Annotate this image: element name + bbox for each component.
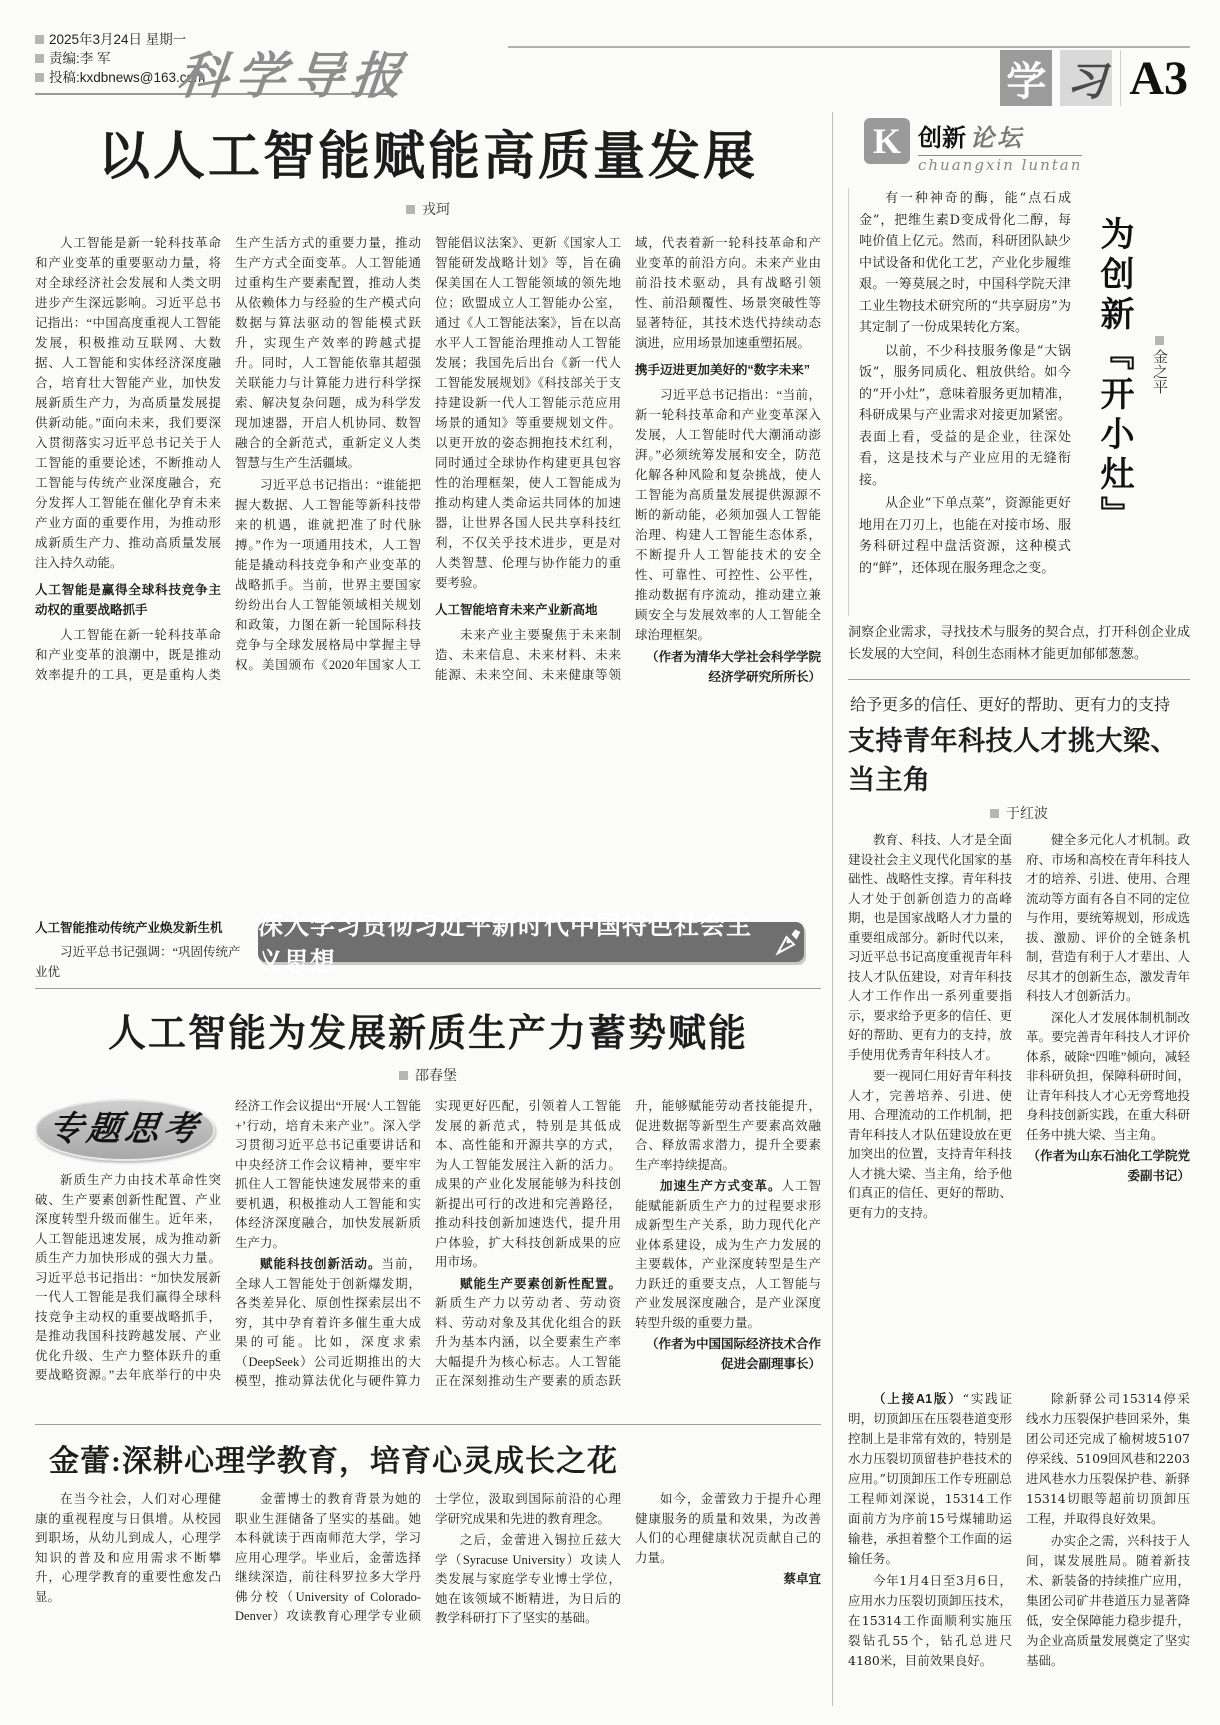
byline-square-icon [399, 1071, 408, 1080]
tail-text: 习近平总书记强调：“巩固传统产业优 [35, 945, 241, 979]
paragraph: 加速生产方式变革。人工智能赋能新质生产力的过程要求形成新型生产关系，助力现代化产业体系建设，成为生产力发展的主要载体，产业深度转型是生产力跃迁的重要支点，人工智能与产业发展深度融合，是产业深度转型升级的重要力量。 [635, 1179, 821, 1330]
paragraph: 有一种神奇的酶，能“点石成金”，把维生素D变成骨化二醇，每吨价值上亿元。然而，科研团队缺少中试设备和优化工艺，产业化步履维艰。一筹莫展之时，中国科学院天津工业生物技术研究所的“共享厨房”为其定制了一份成果转化方案。 [859, 191, 1071, 335]
article-main-author: 戎珂 [422, 201, 450, 217]
youth-body [848, 831, 1190, 1379]
date-text: 2025年3月24日 星期一 [49, 32, 187, 47]
youth-headline: 支持青年科技人才挑大梁、当主角 [848, 726, 1178, 795]
paragraph: 之后，金蕾进入锡拉丘兹大学（Syracuse University）攻读人类发展与家庭学专业博士学位，她在该领域不断精进，为日后的教学科研打下了坚实的基础。 [435, 1533, 621, 1625]
youth-kicker: 给予更多的信任、更好的帮助、更有力的支持 [850, 697, 1171, 714]
attribution: （作者为清华大学社会科学学院经济学研究所所长） [645, 650, 821, 684]
byline-square-icon [990, 809, 999, 818]
article-second-author: 邵春堡 [415, 1067, 457, 1083]
section-page-block [1000, 50, 1188, 106]
section-rule [35, 988, 821, 989]
paragraph: 人工智能在新一轮科技革命和产业变革的浪潮中，既是推动效率提升的工具，更是重构人类生产生活方式的重要力量，推动生产方式全面变革。人工智能通过重构生产要素配置，推动人类从依赖体力与经验的生产模式向数据与算法驱动的智能模式跃升，实现生产效率的跨越式提升。同时，人工智能依靠其超强关联能力与计算能力进行科学探索、解决复杂问题，成为科学发现加速器，开启人机协同、数智融合的全新范式，重新定义人类智慧与生产生活疆域。 [35, 236, 421, 682]
attribution: （作者为山东石油化工学院党委副书记） [1027, 1149, 1190, 1183]
youth-author: 于红波 [1006, 805, 1048, 821]
forum-k-icon: K [864, 118, 910, 164]
paragraph: 教育、科技、人才是全面建设社会主义现代化国家的基础性、战略性支撑。青年科技人才处于创新创造力的高峰期，也是国家战略人才力量的重要组成部分。新时代以来，习近平总书记高度重视青年科技人才队伍建设，对青年科技人才工作作出一系列重要指示，要求给予更多的信任、更好的帮助、更有力的支持，放手使用优秀青年科技人才。 [848, 833, 1012, 1062]
article-third [35, 1436, 821, 1708]
tail-subhead: 人工智能推动传统产业焕发新生机 [35, 921, 223, 935]
forum-article [848, 188, 1190, 616]
submit-text: 投稿:kxdbnews@163.com [49, 70, 206, 85]
forum-article-body [848, 188, 1071, 616]
forum-pinyin: chuangxin luntan [918, 156, 1083, 174]
article-second [35, 998, 821, 1425]
subhead: 携手迈进更加美好的“数字未来” [635, 363, 811, 377]
attribution: （作者为中国国际经济技术合作促进会副理事长） [645, 1337, 821, 1371]
bullet-square-icon [35, 54, 44, 63]
article-continued [848, 1389, 1190, 1725]
section-divider [1120, 50, 1121, 106]
subhead: 人工智能培育未来产业新高地 [435, 603, 598, 617]
article-main-tail [35, 918, 247, 982]
bullet-square-icon [35, 35, 44, 44]
forum-title-light: 论坛 [970, 123, 1024, 152]
pen-nib-icon [774, 927, 804, 957]
article-main-byline [35, 199, 821, 219]
paragraph: 办实企之需，兴科技于人间，谋发展胜局。随着新技术、新装备的持续推广应用，集团公司矿井巷道压力显著降低，安全保障能力稳步提升，为企业高质量发展奠定了坚实基础。 [1026, 1533, 1190, 1668]
rail-divider [832, 112, 833, 1706]
forum-author-name: 金之平 [1151, 349, 1168, 394]
subhead: 人工智能是赢得全球科技竞争主动权的重要战略抓手 [35, 583, 221, 617]
rail-rule [848, 679, 1190, 680]
paragraph: 今年1月4日至3月6日，应用水力压裂切顶卸压技术，在15314工作面顺利实施压裂钻孔55个，钻孔总进尺4180米，目前效果良好。 [848, 1573, 1012, 1668]
forum-title-bold: 创新 [918, 125, 966, 152]
attribution: 蔡卓宜 [783, 1572, 821, 1586]
article-main-headline: 以人工智能赋能高质量发展 [97, 128, 758, 186]
page-number: A3 [1129, 51, 1188, 105]
topic-badge-text: 专题思考 [46, 1109, 204, 1150]
paragraph: 习近平总书记指出：“当前，新一轮科技革命和产业变革深入发展，人工智能时代大潮涌动澎湃。”必须统筹发展和安全，防范化解各种风险和复杂挑战，使人工智能为高质量发展提供源源不断的新动能，必须加强人工智能治理、构建人工智能生态体系，不断提升人工智能技术的安全性、可靠性、可控性、公平性，推动数据有序流动，推动建立兼顾安全与发展效率的人工智能全球治理框架。 [635, 388, 821, 642]
paragraph: 从企业“下单点菜”，资源能更好地用在刀刃上，也能在对接市场、服务科研过程中盘活资源，这种模式的“鲜”，还体现在服务理念之变。 [859, 496, 1071, 576]
article-third-body [35, 1490, 821, 1708]
paragraph: 金蕾博士的教育背景为她的职业生涯储备了坚实的基础。她本科就读于西南师范大学，学习应用心理学。毕业后，金蕾选择继续深造，前往科罗拉多大学丹佛分校（University of Colorado-Denver）攻读教育心理学专业硕士学位，汲取到国际前沿的心理学研究成果和先进的教育理念。 [235, 1492, 621, 1623]
paragraph: 深化人才发展体制机制改革。要完善青年科技人才评价体系，破除“四唯”倾向，减轻非科研负担，保障科研时间，让青年科技人才心无旁骛地投身科技创新实践，在重大科研任务中挑大梁、当主角。 [1026, 1010, 1190, 1142]
paragraph: 人工智能是新一轮科技革命和产业变革的重要驱动力量，将对全球经济社会发展和人类文明进步产生深远影响。习近平总书记指出：“中国高度重视人工智能发展，积极推动互联网、大数据、人工智能和实体经济深度融合，培育壮大智能产业，加快发展新质生产力，为高质量发展提供新动能。”面向未来，我们要深入贯彻落实习近平总书记关于人工智能的重要论述，不断推动人工智能与传统产业深度融合，充分发挥人工智能在催化孕育未来产业方面的重要作用，为推动形成新质生产力、推动高质量发展注入持久动能。 [35, 236, 221, 570]
section-char-xi: 习 [1060, 50, 1112, 106]
article-main-body [35, 233, 821, 905]
forum-title [918, 118, 1082, 156]
section-char-xue: 学 [1000, 50, 1052, 106]
editor-text: 责编:李 军 [49, 51, 111, 66]
topic-badge [35, 1099, 215, 1161]
paragraph: 健全多元化人才机制。政府、市场和高校在青年科技人才的培养、引进、使用、合理流动等方面有各自不同的定位与作用，要统筹规划，形成选拔、激励、评价的全链条机制，营造有利于人才辈出、人尽其才的创新生态，激发青年科技人才创新活力。 [1026, 833, 1190, 1003]
article-youth [848, 692, 1190, 1379]
forum-logo [864, 118, 1190, 174]
paragraph: 除新驿公司15314停采线水力压裂保护巷回采外，集团公司还完成了榆树坡5107停采线、5109回风巷和2203进风巷水力压裂保护巷、新驿15314切眼等超前切顶卸压工程，并取得良好效果。 [1026, 1391, 1190, 1526]
article-second-body [35, 1097, 821, 1425]
paragraph: 如今，金蕾致力于提升心理健康服务的质量和效果，为改善人们的心理健康状况贡献自己的力量。 [635, 1492, 821, 1565]
forum-closing: 洞察企业需求，寻找技术与服务的契合点，打开科创企业成长发展的大空间，科创生态雨林才能更加郁郁葱葱。 [848, 625, 1190, 662]
continued-body [848, 1389, 1190, 1725]
right-rail [848, 112, 1190, 1725]
byline-square-icon [1155, 336, 1164, 345]
paragraph: 习近平总书记指出：“谁能把握大数据、人工智能等新科技带来的机遇，谁就把准了时代脉搏。”作为一项通用技术，人工智能是撬动科技竞争和产业变革的战略抓手。当前，世界主要国家纷纷出台人工智能领域相关规划和政策，力图在新一轮国际科技竞争与全球发展格局中掌握主导权。美国颁布《2020年国家人工智能倡议法案》、更新《国家人工智能研发战略计划》等，旨在确保美国在人工智能领域的领先地位；欧盟成立人工智能办公室，通过《人工智能法案》，旨在以高水平人工智能治理推动人工智能发展；我国先后出台《新一代人工智能发展规划》《科技部关于支持建设新一代人工智能示范应用场景的通知》等重要规划文件。以更开放的姿态拥抱技术红利，同时通过全球协作构建更具包容性的治理框架，使人工智能成为推动构建人类命运共同体的加速器，让世界各国人民共享科技红利，不仅关乎技术进步，更是对人类智慧、伦理与协作能力的重要考验。 [235, 236, 621, 672]
paragraph: 要一视同仁用好青年科技人才，完善培养、引进、使用、合理流动的工作机制，把青年科技人才队伍建设放在更加突出的位置，支持青年科技人才挑大梁、当主角，给予他们真正的信任、更好的帮助、更有力的支持。 [848, 1069, 1012, 1220]
forum-article-titleblock [1071, 188, 1189, 616]
paragraph: （上接A1版）“实践证明，切顶卸压在压裂巷道变形控制上是非常有效的，特别是水力压裂切顶留巷护巷技术的应用。”切顶卸压工作专班副总工程师刘深说，15314工作面前方为序前15号煤辅助运输巷，承担着整个工作面的运输任务。 [848, 1391, 1013, 1566]
theme-banner-text: 深入学习贯彻习近平新时代中国特色社会主义思想 [258, 912, 753, 976]
theme-banner [258, 912, 804, 976]
header-rule [508, 46, 1190, 48]
article-main [35, 112, 821, 905]
masthead-title: 科学导报 [174, 46, 413, 105]
forum-vertical-title: 为创新『开小灶』 [1095, 216, 1133, 536]
paragraph: 赋能生产要素创新性配置。新质生产力以劳动者、劳动资料、劳动对象及其优化组合的跃升为基本内涵，以全要素生产率大幅提升为核心标志。人工智能正在深刻推动生产要素的质态跃升，能够赋能劳动者技能提升，促进数据等新型生产要素高效融合、释放需求潜力，提升全要素生产率持续提高。 [435, 1099, 821, 1388]
article-third-headline: 金蕾:深耕心理学教育，培育心灵成长之花 [49, 1445, 618, 1478]
youth-byline [848, 803, 1190, 823]
paragraph: 未来产业主要聚焦于未来制造、未来信息、未来材料、未来能源、未来空间、未来健康等领域，代表着新一轮科技革命和产业变革的前沿方向。未来产业由前沿技术驱动，具有战略引领性、前沿颠覆性、场景突破性等显著特征，其技术迭代持续动态演进，应用场景加速重塑拓展。 [435, 236, 821, 682]
paragraph: 在当今社会，人们对心理健康的重视程度与日俱增。从校园到职场，从幼儿到成人，心理学知识的普及和应用需求不断攀升，心理学教育的重要性愈发凸显。 [35, 1492, 221, 1604]
bullet-square-icon [35, 73, 44, 82]
forum-author [1149, 336, 1170, 394]
paragraph: 新质生产力由技术革命性突破、生产要素创新性配置、产业深度转型升级而催生。近年来，人工智能迅速发展，成为推动新质生产力加快形成的强大力量。习近平总书记指出：“加快发展新一代人工智能是我们赢得全球科技竞争主动权的重要战略抓手，是推动我国科技跨越发展、产业优化升级、生产力整体跃升的重要战略资源。”去年底举行的中央经济工作会议提出“开展‘人工智能+’行动，培育未来产业”。深入学习贯彻习近平总书记重要讲话和中央经济工作会议精神，要牢牢抓住人工智能快速发展带来的重要机遇，积极推动人工智能和实体经济深度融合，加快发展新质生产力。 [35, 1099, 421, 1382]
paragraph: 以前，不少科技服务像是“大锅饭”，服务同质化、粗放供给。如今的“开小灶”，意味着服务更加精准，科研成果与产业需求对接更加紧密。表面上看，受益的是企业，往深处看，这是技术与产业应用的无缝衔接。 [859, 343, 1071, 488]
byline-square-icon [406, 205, 415, 214]
article-second-byline [35, 1065, 821, 1085]
section-rule [35, 1424, 821, 1425]
paragraph: 赋能科技创新活动。当前，全球人工智能处于创新爆发期，各类差异化、原创性探索层出不穷，其中孕育着许多催生重大成果的可能。比如，深度求索（DeepSeek）公司近期推出的大模型，推动算法优化与硬件算力实现更好匹配，引领着人工智能发展的新范式，特别是其低成本、高性能和开源共享的方式，为人工智能发展注入新的活力。成果的产业化发展能够为科技创新提出可行的改进和完善路径，推动科技创新加速迭代，提升用户体验，扩大科技创新成果的应用市场。 [235, 1099, 621, 1388]
article-second-headline: 人工智能为发展新质生产力蓄势赋能 [107, 1013, 748, 1055]
